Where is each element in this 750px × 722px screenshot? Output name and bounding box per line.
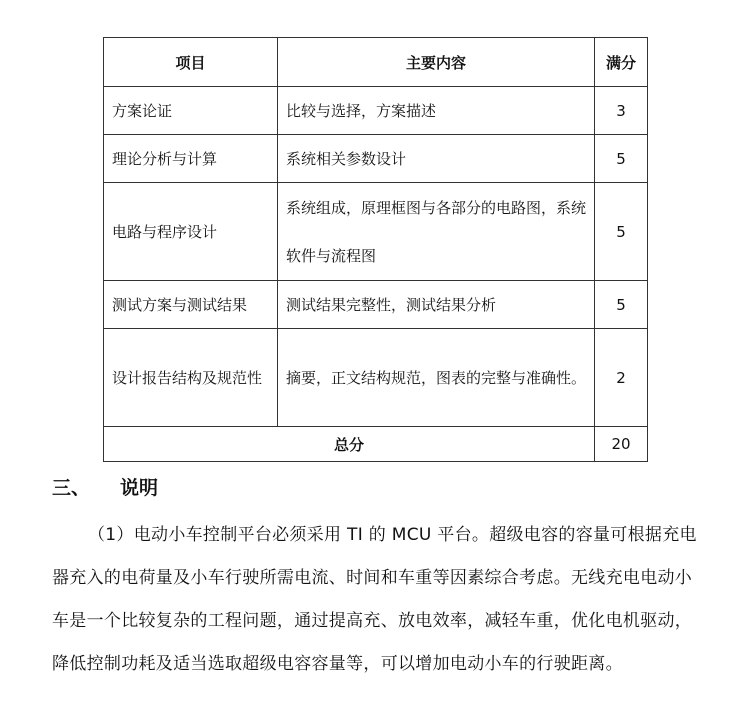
row-content: 比较与选择，方案描述 <box>278 87 595 135</box>
row-content: 系统相关参数设计 <box>278 135 595 183</box>
row-item: 电路与程序设计 <box>104 183 278 281</box>
table-row <box>104 329 648 427</box>
description-paragraph: （1）电动小车控制平台必须采用 TI 的 MCU 平台。超级电容的容量可根据充电器充入的电荷量及小车行驶所需电流、时间和车重等因素综合考虑。无线充电电动小车是一个比较复杂的工程问题，通过提高充、放电效率，减轻车重，优化电机驱动，降低控制功耗及适当选取超级电容容量等，可以增加电动小车的行驶距离。 <box>52 525 697 674</box>
row-score: 5 <box>595 281 648 329</box>
table-row <box>104 135 648 183</box>
header-score: 满分 <box>595 38 648 87</box>
section-heading <box>52 473 158 500</box>
row-content: 摘要，正文结构规范，图表的完整与准确性。 <box>278 329 595 427</box>
table-row <box>104 87 648 135</box>
header-item: 项目 <box>104 38 278 87</box>
row-score: 5 <box>595 135 648 183</box>
row-content: 系统组成，原理框图与各部分的电路图，系统软件与流程图 <box>278 183 595 281</box>
section-title: 说明 <box>120 477 159 499</box>
total-label: 总分 <box>104 427 595 462</box>
total-score: 20 <box>595 427 648 462</box>
section-number: 三、 <box>52 477 91 499</box>
row-score: 5 <box>595 183 648 281</box>
row-content: 测试结果完整性，测试结果分析 <box>278 281 595 329</box>
row-score: 3 <box>595 87 648 135</box>
header-content: 主要内容 <box>278 38 595 87</box>
table-header-row <box>104 38 648 87</box>
table-row <box>104 183 648 281</box>
scoring-table <box>103 37 648 462</box>
total-row <box>104 427 648 462</box>
row-score: 2 <box>595 329 648 427</box>
row-item: 方案论证 <box>104 87 278 135</box>
table-row <box>104 281 648 329</box>
row-item: 测试方案与测试结果 <box>104 281 278 329</box>
row-item: 设计报告结构及规范性 <box>104 329 278 427</box>
row-item: 理论分析与计算 <box>104 135 278 183</box>
